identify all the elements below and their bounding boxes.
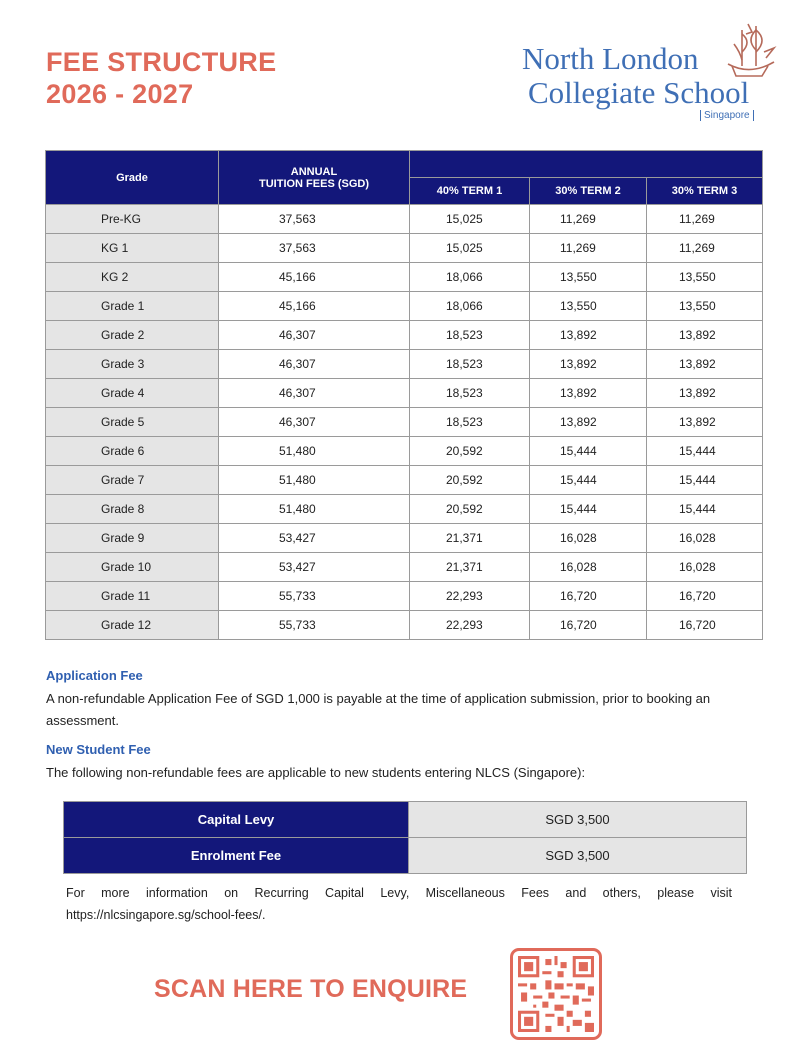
term-1-cell: 18,523 <box>410 350 530 379</box>
grade-cell: Grade 6 <box>46 437 219 466</box>
title-line-2: 2026 - 2027 <box>46 79 194 109</box>
term-2-cell: 11,269 <box>530 205 647 234</box>
enrolment-fee-label: Enrolment Fee <box>64 838 409 874</box>
term-3-cell: 13,550 <box>647 292 763 321</box>
table-row <box>46 553 763 582</box>
grade-cell: Grade 10 <box>46 553 219 582</box>
school-logo <box>520 22 780 132</box>
annual-fee-cell: 51,480 <box>219 466 410 495</box>
capital-levy-value: SGD 3,500 <box>409 802 747 838</box>
header-grade: Grade <box>46 151 219 205</box>
annual-fee-cell: 55,733 <box>219 611 410 640</box>
term-1-cell: 22,293 <box>410 611 530 640</box>
enrolment-fee-value: SGD 3,500 <box>409 838 747 874</box>
table-row <box>46 524 763 553</box>
term-2-cell: 15,444 <box>530 437 647 466</box>
term-2-cell: 13,892 <box>530 408 647 437</box>
table-row <box>46 205 763 234</box>
header-annual-line-1: ANNUAL <box>290 165 338 178</box>
term-2-cell: 16,028 <box>530 524 647 553</box>
grade-cell: Grade 8 <box>46 495 219 524</box>
header-annual-line-2: TUITION FEES (SGD) <box>259 177 369 190</box>
more-info-text: For more information on Recurring Capital Levy, Miscellaneous Fees and others, please visit https://nlcsingapore.sg/school-fees/. <box>66 886 732 922</box>
annual-fee-cell: 46,307 <box>219 408 410 437</box>
term-1-cell: 20,592 <box>410 466 530 495</box>
term-3-cell: 15,444 <box>647 437 763 466</box>
term-3-cell: 11,269 <box>647 234 763 263</box>
annual-fee-cell: 45,166 <box>219 292 410 321</box>
title-line-1: FEE STRUCTURE <box>46 47 277 77</box>
term-1-cell: 18,523 <box>410 408 530 437</box>
term-2-cell: 13,892 <box>530 379 647 408</box>
term-1-cell: 21,371 <box>410 524 530 553</box>
logo-line-1: North London <box>522 41 699 76</box>
grade-cell: Grade 12 <box>46 611 219 640</box>
scan-cta-text: SCAN HERE TO ENQUIRE <box>154 975 468 1003</box>
annual-fee-cell: 37,563 <box>219 234 410 263</box>
annual-fee-cell: 45,166 <box>219 263 410 292</box>
grade-cell: Grade 4 <box>46 379 219 408</box>
grade-cell: KG 1 <box>46 234 219 263</box>
grade-cell: Pre-KG <box>46 205 219 234</box>
term-3-cell: 13,892 <box>647 379 763 408</box>
term-3-cell: 16,720 <box>647 582 763 611</box>
table-row <box>46 495 763 524</box>
term-1-cell: 22,293 <box>410 582 530 611</box>
table-row <box>46 263 763 292</box>
capital-levy-label: Capital Levy <box>64 802 409 838</box>
term-2-cell: 13,892 <box>530 321 647 350</box>
capital-levy-row <box>64 802 747 838</box>
annual-fee-cell: 53,427 <box>219 524 410 553</box>
term-3-cell: 13,550 <box>647 263 763 292</box>
annual-fee-cell: 51,480 <box>219 495 410 524</box>
annual-fee-cell: 51,480 <box>219 437 410 466</box>
table-row <box>46 292 763 321</box>
grade-cell: Grade 1 <box>46 292 219 321</box>
annual-fee-cell: 55,733 <box>219 582 410 611</box>
term-1-cell: 18,066 <box>410 292 530 321</box>
logo-line-3: Singapore <box>700 110 754 121</box>
table-row <box>46 437 763 466</box>
term-3-cell: 13,892 <box>647 321 763 350</box>
annual-fee-cell: 46,307 <box>219 350 410 379</box>
term-3-cell: 15,444 <box>647 466 763 495</box>
term-1-cell: 20,592 <box>410 437 530 466</box>
header-annual <box>219 151 410 205</box>
term-3-cell: 11,269 <box>647 205 763 234</box>
enrolment-fee-row <box>64 838 747 874</box>
term-1-cell: 15,025 <box>410 234 530 263</box>
fee-table <box>45 150 763 640</box>
header-terms-group <box>410 151 763 178</box>
header-term-1: 40% TERM 1 <box>410 178 530 205</box>
grade-cell: Grade 11 <box>46 582 219 611</box>
annual-fee-cell: 46,307 <box>219 379 410 408</box>
header-term-3: 30% TERM 3 <box>647 178 763 205</box>
qr-code-icon <box>518 956 594 1032</box>
grade-cell: Grade 9 <box>46 524 219 553</box>
term-1-cell: 20,592 <box>410 495 530 524</box>
table-row <box>46 611 763 640</box>
term-1-cell: 21,371 <box>410 553 530 582</box>
term-1-cell: 18,523 <box>410 379 530 408</box>
term-1-cell: 15,025 <box>410 205 530 234</box>
table-row <box>46 321 763 350</box>
table-row <box>46 379 763 408</box>
term-3-cell: 16,028 <box>647 524 763 553</box>
table-row <box>46 234 763 263</box>
term-1-cell: 18,066 <box>410 263 530 292</box>
term-3-cell: 13,892 <box>647 408 763 437</box>
term-3-cell: 13,892 <box>647 350 763 379</box>
qr-code[interactable] <box>510 948 602 1040</box>
term-2-cell: 11,269 <box>530 234 647 263</box>
term-2-cell: 16,720 <box>530 611 647 640</box>
grade-cell: Grade 7 <box>46 466 219 495</box>
annual-fee-cell: 46,307 <box>219 321 410 350</box>
logo-line-2: Collegiate School <box>528 75 750 110</box>
term-2-cell: 13,550 <box>530 292 647 321</box>
table-row <box>46 582 763 611</box>
application-fee-text: A non-refundable Application Fee of SGD 1,000 is payable at the time of application submission, prior to booking an assessment. <box>46 691 711 728</box>
grade-cell: Grade 3 <box>46 350 219 379</box>
new-student-fee-text: The following non-refundable fees are applicable to new students entering NLCS (Singapore): <box>46 765 586 780</box>
term-1-cell: 18,523 <box>410 321 530 350</box>
grade-cell: Grade 5 <box>46 408 219 437</box>
table-row <box>46 350 763 379</box>
table-row <box>46 466 763 495</box>
term-3-cell: 16,028 <box>647 553 763 582</box>
annual-fee-cell: 37,563 <box>219 205 410 234</box>
term-2-cell: 13,550 <box>530 263 647 292</box>
term-2-cell: 15,444 <box>530 495 647 524</box>
term-2-cell: 16,028 <box>530 553 647 582</box>
fee-table-body <box>46 205 763 640</box>
annual-fee-cell: 53,427 <box>219 553 410 582</box>
new-student-fee-heading: New Student Fee <box>46 742 151 757</box>
table-row <box>46 408 763 437</box>
term-2-cell: 16,720 <box>530 582 647 611</box>
new-student-fee-table <box>63 801 747 874</box>
grade-cell: KG 2 <box>46 263 219 292</box>
term-2-cell: 15,444 <box>530 466 647 495</box>
term-2-cell: 13,892 <box>530 350 647 379</box>
application-fee-heading: Application Fee <box>46 668 143 683</box>
term-3-cell: 15,444 <box>647 495 763 524</box>
header-term-2: 30% TERM 2 <box>530 178 647 205</box>
term-3-cell: 16,720 <box>647 611 763 640</box>
grade-cell: Grade 2 <box>46 321 219 350</box>
page-title <box>46 46 276 110</box>
